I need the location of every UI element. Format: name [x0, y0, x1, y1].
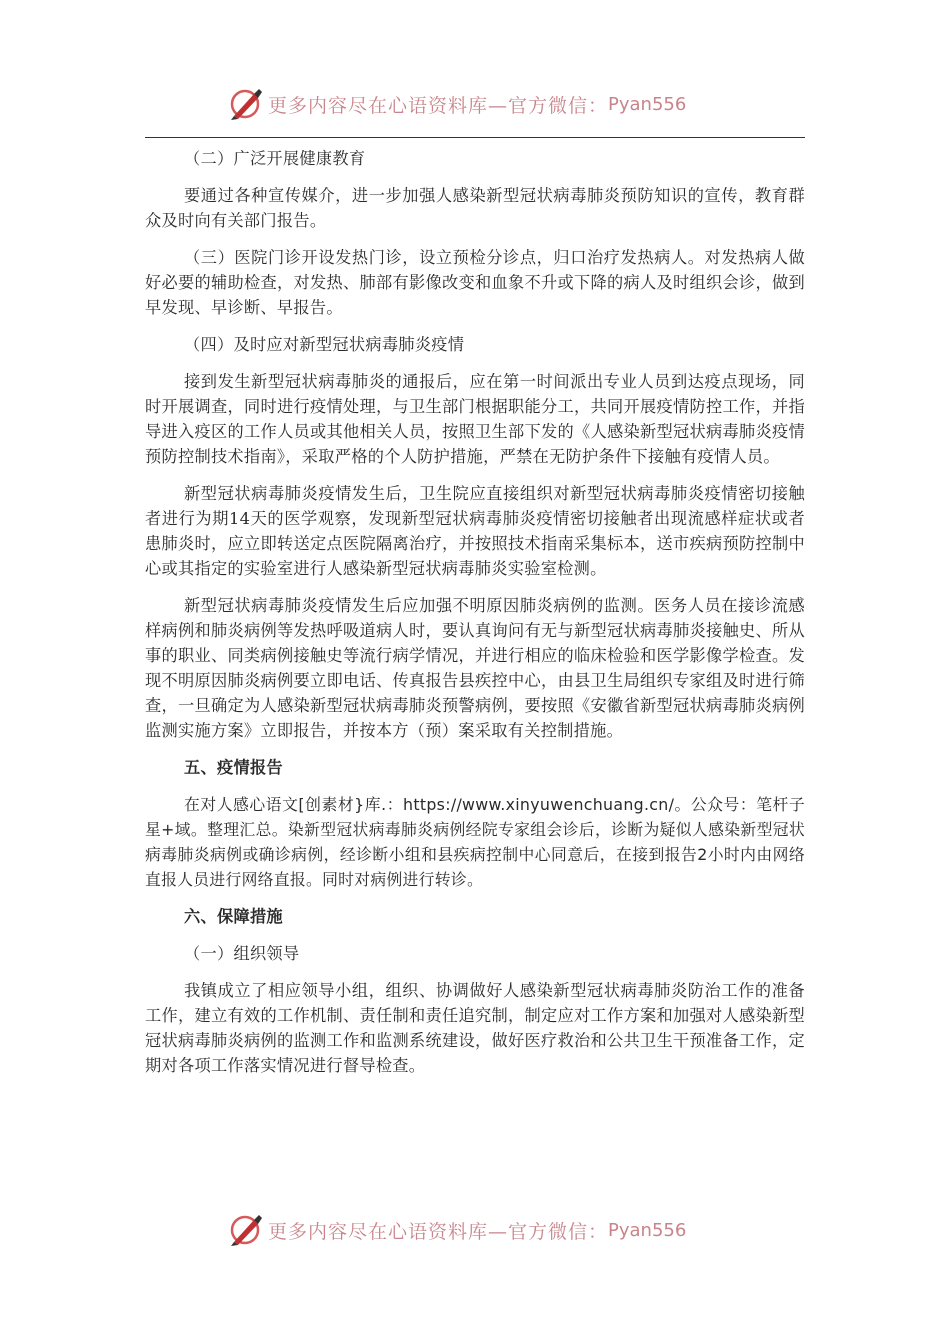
subheading-1: （一）组织领导 [184, 944, 300, 963]
footer-banner [0, 1210, 950, 1250]
paragraph: 我镇成立了相应领导小组，组织、协调做好人感染新型冠状病毒肺炎防治工作的准备工作，建立有效的工作机制、责任制和责任追究制，制定应对工作方案和加强对人感染新型冠状病毒肺炎病例的监测工作和监测系统建设，做好医疗救治和公共卫生干预准备工作，定期对各项工作落实情况进行督导检查。 [145, 981, 805, 1075]
wechat-id: Pyan556 [608, 93, 687, 115]
wechat-id: Pyan556 [608, 1219, 687, 1241]
pen-logo-icon [228, 1212, 264, 1248]
header-divider [145, 137, 805, 138]
header-banner [0, 84, 950, 124]
paragraph: 接到发生新型冠状病毒肺炎的通报后，应在第一时间派出专业人员到达疫点现场，同时开展调查，同时进行疫情处理，与卫生部门根据职能分工，共同开展疫情防控工作，并指导进入疫区的工作人员或其他相关人员，按照卫生部下发的《人感染新型冠状病毒肺炎疫情预防控制技术指南》，采取严格的个人防护措施，严禁在无防护条件下接触有疫情人员。 [145, 372, 805, 466]
section-heading-6: 六、保障措施 [184, 907, 283, 926]
paragraph: 在对人感心语文[创素材}库.：https://www.xinyuwenchuang.cn/。公众号：笔杆子星+域。整理汇总。染新型冠状病毒肺炎病例经院专家组会诊后，诊断为疑似人感染新型冠状病毒肺炎病例或确诊病例，经诊断小组和县疾病控制中心同意后，在接到报告2小时内由网络直报人员进行网络直报。同时对病例进行转诊。 [145, 795, 805, 889]
paragraph: 新型冠状病毒肺炎疫情发生后，卫生院应直接组织对新型冠状病毒肺炎疫情密切接触者进行为期14天的医学观察，发现新型冠状病毒肺炎疫情密切接触者出现流感样症状或者患肺炎时，应立即转送定点医院隔离治疗，并按照技术指南采集标本，送市疾病预防控制中心或其指定的实验室进行人感染新型冠状病毒肺炎实验室检测。 [145, 484, 805, 578]
document-body [145, 146, 805, 1078]
paragraph: （三）医院门诊开设发热门诊，设立预检分诊点，归口治疗发热病人。对发热病人做好必要的辅助检查，对发热、肺部有影像改变和血象不升或下降的病人及时组织会诊，做到早发现、早诊断、早报告。 [145, 248, 805, 317]
paragraph: 新型冠状病毒肺炎疫情发生后应加强不明原因肺炎病例的监测。医务人员在接诊流感样病例和肺炎病例等发热呼吸道病人时，要认真询问有无与新型冠状病毒肺炎接触史、所从事的职业、同类病例接触史等流行病学情况，并进行相应的临床检验和医学影像学检查。发现不明原因肺炎病例要立即电话、传真报告县疾控中心，由县卫生局组织专家组及时进行筛查，一旦确定为人感染新型冠状病毒肺炎预警病例，要按照《安徽省新型冠状病毒肺炎病例监测实施方案》立即报告，并按本方（预）案采取有关控制措施。 [145, 596, 805, 740]
banner-text: 更多内容尽在心语资料库—官方微信： [268, 94, 609, 117]
subheading-2: （二）广泛开展健康教育 [184, 149, 366, 168]
paragraph: 要通过各种宣传媒介，进一步加强人感染新型冠状病毒肺炎预防知识的宣传，教育群众及时向有关部门报告。 [145, 186, 805, 230]
banner-text: 更多内容尽在心语资料库—官方微信： [268, 1220, 609, 1243]
subheading-4: （四）及时应对新型冠状病毒肺炎疫情 [184, 335, 465, 354]
pen-logo-icon [228, 86, 264, 122]
section-heading-5: 五、疫情报告 [184, 758, 283, 777]
